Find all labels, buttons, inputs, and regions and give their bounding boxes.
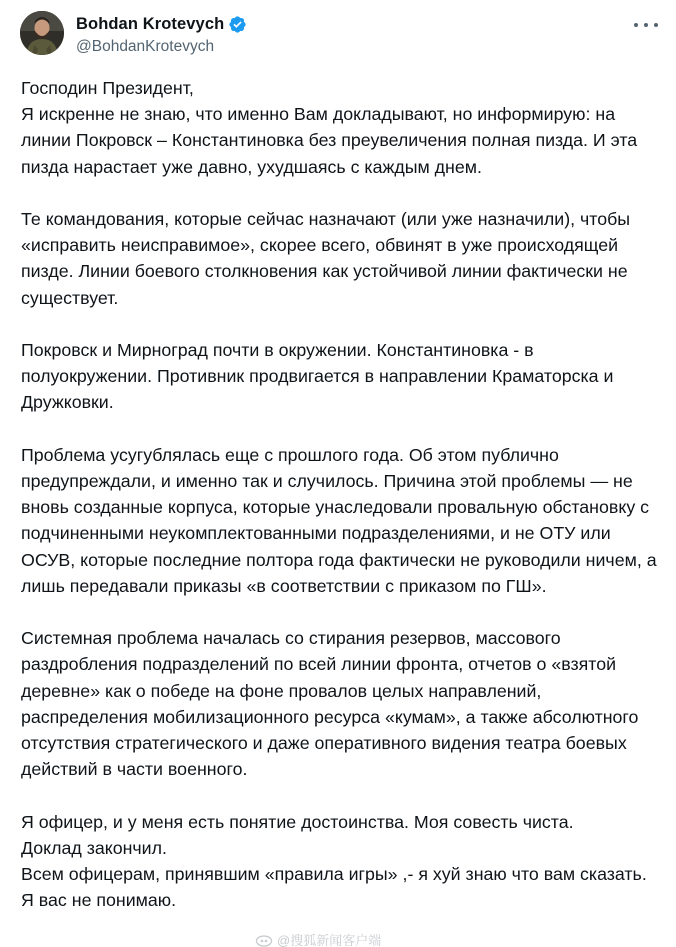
user-handle[interactable]: @BohdanKrotevych (76, 38, 215, 55)
tweet-paragraph: Проблема усугублялась еще с прошлого года. Об этом публично предупреждали, и именно так и случилось. Причина этой проблемы — не вновь созданные корпуса, которые унаследовали провальную обстановку с подчиненными неукомплектованными подразделениями, и не ОТУ или ОСУВ, которые последние полтора года фактически не руководили ничем, а лишь передавали приказы «в соответствии с приказом по ГШ». (21, 444, 657, 596)
more-options-icon[interactable] (634, 15, 658, 35)
watermark (255, 930, 381, 947)
tweet-paragraph: Я офицер, и у меня есть понятие достоинства. Моя совесть чиста. Доклад закончил. Всем офицерам, принявшим «правила игры» ,- я хуй знаю что вам сказать. Я вас не понимаю. (21, 811, 647, 911)
tweet-paragraph: Господин Президент, Я искренне не знаю, что именно Вам докладывают, но информирую: на линии Покровск – Константиновка без преувеличения полная пизда. И эта пизда нарастает уже давно, ухудшаясь с каждым днем. (21, 78, 638, 177)
avatar[interactable] (20, 11, 64, 55)
avatar-photo (20, 11, 64, 55)
tweet-paragraph: Системная проблема началась со стирания резервов, массового раздробления подразделений по всей линии фронта, отчетов о «взятой деревне» как о победе на фоне провалов целых направлений, распределения мобилизационного ресурса «кумам», а также абсолютного отсутствия стратегического и даже оперативного видения театра боевых действий в части военного. (21, 628, 639, 780)
tweet-paragraph: Те командования, которые сейчас назначают (или уже назначили), чтобы «исправить неисправимое», скорее всего, обвинят в уже происходящей пизде. Линии боевого столкновения как устойчивой линии фактически не существует. (21, 209, 631, 308)
verified-badge-icon (228, 15, 247, 34)
display-name[interactable]: Bohdan Krotevych (76, 14, 225, 33)
tweet-text (21, 75, 661, 940)
watermark-logo-icon (255, 933, 273, 947)
tweet-paragraph: Покровск и Мирноград почти в окружении. Константиновка - в полуокружении. Противник продвигается в направлении Краматорска и Дружковки. (21, 340, 614, 413)
tweet-header (20, 11, 660, 59)
display-name-row (76, 13, 247, 35)
watermark-text: @搜狐新闻客户端 (277, 933, 382, 947)
user-names (76, 13, 247, 56)
